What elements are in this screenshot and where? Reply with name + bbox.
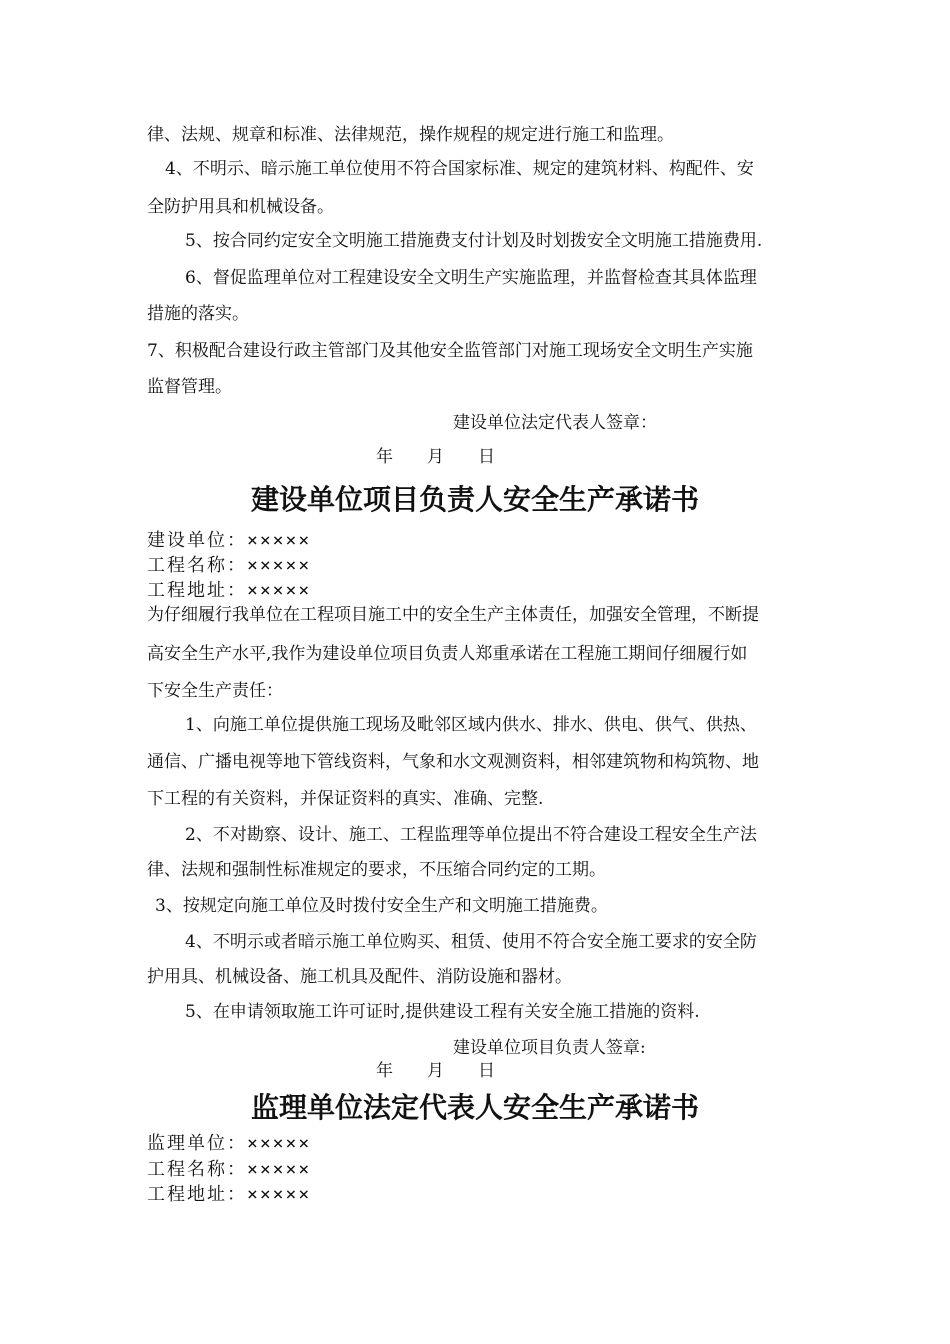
signature-date: 年 月 日 xyxy=(376,1061,495,1081)
paragraph-line: 4、不明示、暗示施工单位使用不符合国家标准、规定的建筑材料、构配件、安 xyxy=(165,159,754,179)
paragraph-line: 1、向施工单位提供施工现场及毗邻区域内供水、排水、供电、供气、供热、 xyxy=(185,715,757,735)
paragraph-line: 律、法规和强制性标准规定的要求，不压缩合同约定的工期。 xyxy=(147,860,606,880)
paragraph-line: 5、在申请领取施工许可证时,提供建设工程有关安全施工措施的资料. xyxy=(185,1002,700,1022)
paragraph-line: 护用具、机械设备、施工机具及配件、消防设施和器材。 xyxy=(147,967,572,987)
field-supervision-unit: 监理单位：××××× xyxy=(147,1133,312,1154)
paragraph-line: 7、积极配合建设行政主管部门及其他安全监管部门对施工现场安全文明生产实施 xyxy=(147,341,753,361)
signature-label: 建设单位法定代表人签章： xyxy=(453,413,657,433)
paragraph-line: 为仔细履行我单位在工程项目施工中的安全生产主体责任，加强安全管理，不断提 xyxy=(147,605,759,625)
paragraph-line: 3、按规定向施工单位及时拨付安全生产和文明施工措施费。 xyxy=(155,896,608,916)
section-title: 建设单位项目负责人安全生产承诺书 xyxy=(250,483,699,516)
paragraph-line: 措施的落实。 xyxy=(147,304,249,324)
paragraph-line: 4、不明示或者暗示施工单位购买、租赁、使用不符合安全施工要求的安全防 xyxy=(185,932,757,952)
field-project-name: 工程名称：××××× xyxy=(147,555,312,576)
paragraph-line: 5、按合同约定安全文明施工措施费支付计划及时划拨安全文明施工措施费用. xyxy=(185,231,763,251)
field-project-address: 工程地址：××××× xyxy=(147,580,312,601)
paragraph-line: 6、督促监理单位对工程建设安全文明生产实施监理，并监督检查其具体监理 xyxy=(185,268,757,288)
paragraph-line: 高安全生产水平,我作为建设单位项目负责人郑重承诺在工程施工期间仔细履行如 xyxy=(147,644,748,664)
paragraph-line: 下工程的有关资料，并保证资料的真实、准确、完整. xyxy=(147,789,544,809)
signature-date: 年 月 日 xyxy=(376,447,495,467)
paragraph-line: 全防护用具和机械设备。 xyxy=(147,197,334,217)
field-project-address: 工程地址：××××× xyxy=(147,1184,312,1205)
signature-label: 建设单位项目负责人签章: xyxy=(453,1038,646,1058)
paragraph-line: 通信、广播电视等地下管线资料，气象和水文观测资料，相邻建筑物和构筑物、地 xyxy=(147,752,759,772)
section-title: 监理单位法定代表人安全生产承诺书 xyxy=(250,1091,699,1124)
field-project-name: 工程名称：××××× xyxy=(147,1159,312,1180)
paragraph-line: 律、法规、规章和标准、法律规范，操作规程的规定进行施工和监理。 xyxy=(147,125,674,145)
paragraph-line: 下安全生产责任： xyxy=(147,681,283,701)
paragraph-line: 监督管理。 xyxy=(147,377,232,397)
paragraph-line: 2、不对勘察、设计、施工、工程监理等单位提出不符合建设工程安全生产法 xyxy=(185,825,757,845)
field-construction-unit: 建设单位：××××× xyxy=(147,530,312,551)
